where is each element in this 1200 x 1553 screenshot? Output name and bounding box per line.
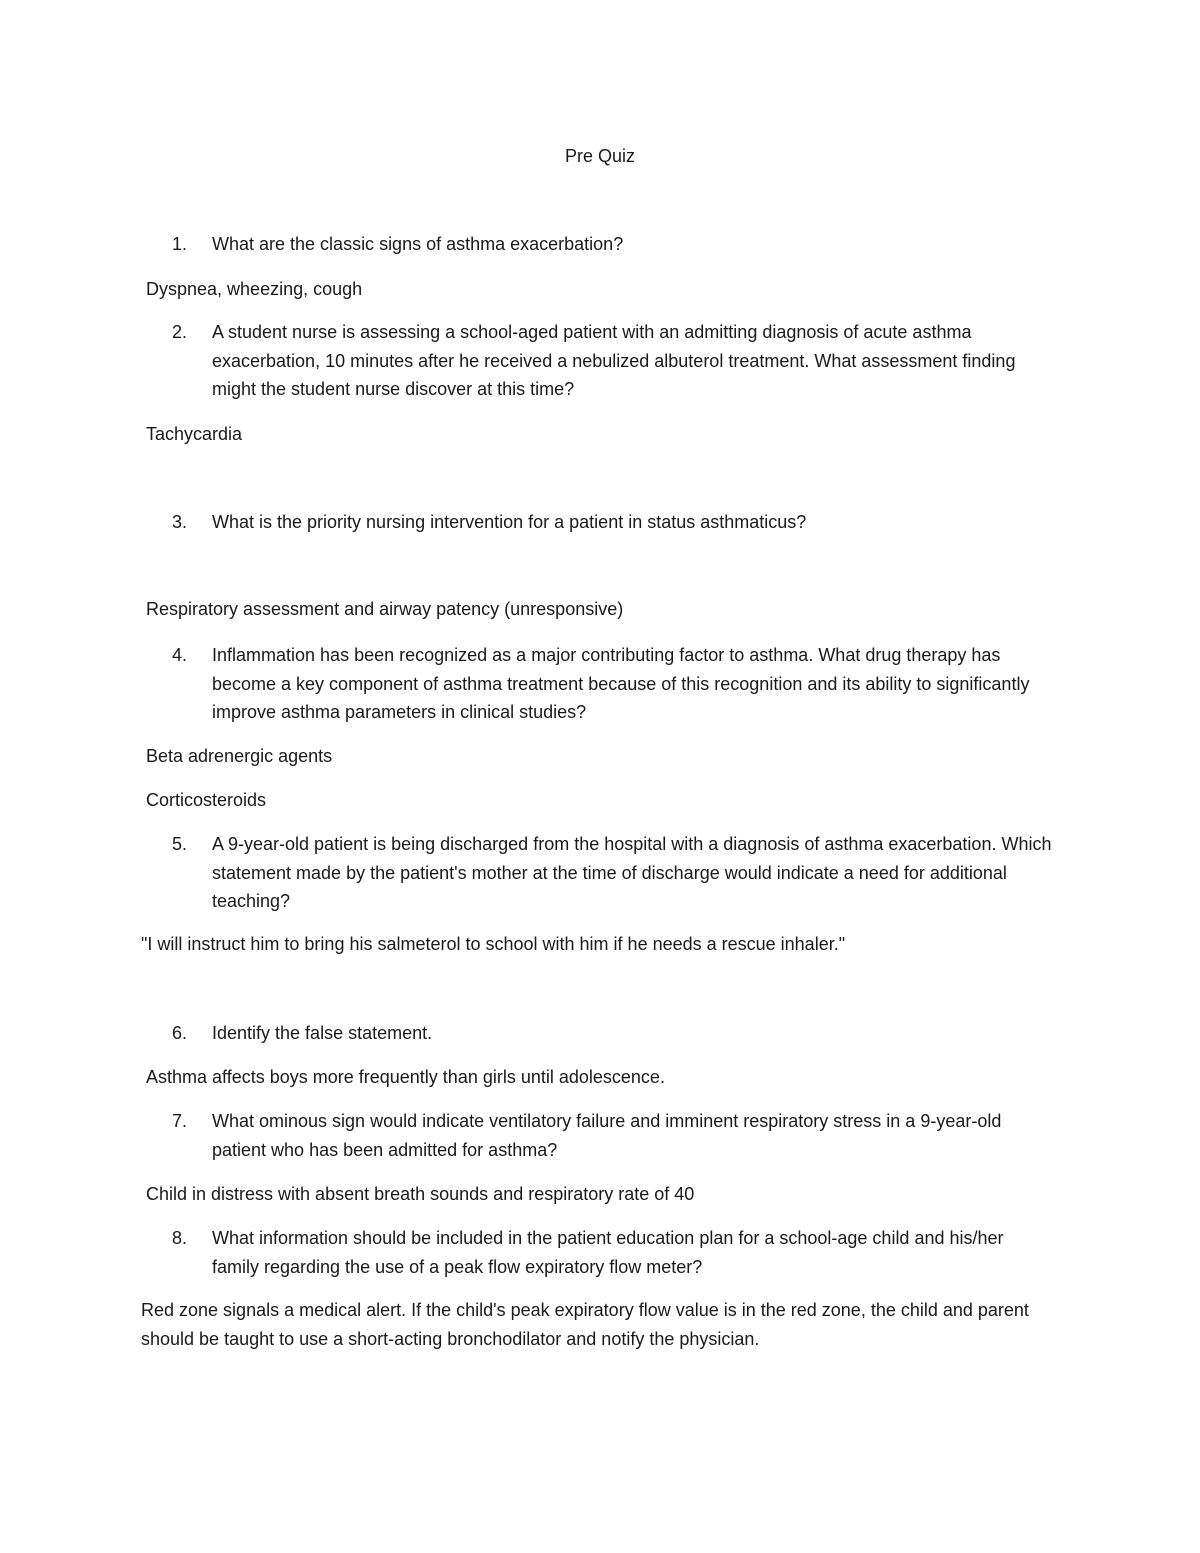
question-text: A student nurse is assessing a school-aged patient with an admitting diagnosis of acute asthma exacerbation, 10 minutes after he received a nebulized albuterol treatment. What assessment finding might the student nurse discover at this time? <box>212 322 1016 399</box>
question-1 <box>172 230 1052 259</box>
question-text: What ominous sign would indicate ventilatory failure and imminent respiratory stress in a 9-year-old patient who has been admitted for asthma? <box>212 1111 1002 1160</box>
question-text: A 9-year-old patient is being discharged from the hospital with a diagnosis of asthma exacerbation. Which statement made by the patient's mother at the time of discharge would indicate a need for additional teaching? <box>212 834 1052 911</box>
question-number: 8. <box>172 1228 188 1248</box>
question-text: Identify the false statement. <box>212 1023 433 1043</box>
question-number: 2. <box>172 322 188 342</box>
question-3 <box>172 508 1052 537</box>
question-text: What are the classic signs of asthma exacerbation? <box>212 234 624 254</box>
question-7 <box>172 1107 1052 1164</box>
answer-5: "I will instruct him to bring his salmeterol to school with him if he needs a rescue inhaler." <box>141 934 846 954</box>
page-title: Pre Quiz <box>564 146 636 166</box>
answer-1: Dyspnea, wheezing, cough <box>146 279 363 299</box>
question-text: What is the priority nursing intervention for a patient in status asthmaticus? <box>212 512 807 532</box>
answer-8: Red zone signals a medical alert. If the child's peak expiratory flow value is in the red zone, the child and parent should be taught to use a short-acting bronchodilator and notify the physician. <box>141 1300 1029 1349</box>
question-number: 4. <box>172 645 188 665</box>
question-number: 7. <box>172 1111 188 1131</box>
answer-2: Tachycardia <box>146 424 243 444</box>
question-number: 6. <box>172 1023 188 1043</box>
question-text: What information should be included in the patient education plan for a school-age child and his/her family regarding the use of a peak flow expiratory flow meter? <box>212 1228 1004 1277</box>
question-number: 1. <box>172 234 188 254</box>
answer-6: Asthma affects boys more frequently than girls until adolescence. <box>146 1067 665 1087</box>
question-text: Inflammation has been recognized as a major contributing factor to asthma. What drug therapy has become a key component of asthma treatment because of this recognition and its ability to significantly improve asthma parameters in clinical studies? <box>212 645 1030 722</box>
question-2 <box>172 318 1052 404</box>
answer-4b: Corticosteroids <box>146 790 267 810</box>
question-5 <box>172 830 1052 916</box>
answer-3: Respiratory assessment and airway patency (unresponsive) <box>146 599 624 619</box>
question-8 <box>172 1224 1052 1281</box>
question-number: 3. <box>172 512 188 532</box>
answer-4a: Beta adrenergic agents <box>146 746 333 766</box>
answer-7: Child in distress with absent breath sounds and respiratory rate of 40 <box>146 1184 695 1204</box>
question-number: 5. <box>172 834 188 854</box>
question-6 <box>172 1019 1052 1048</box>
question-4 <box>172 641 1052 727</box>
